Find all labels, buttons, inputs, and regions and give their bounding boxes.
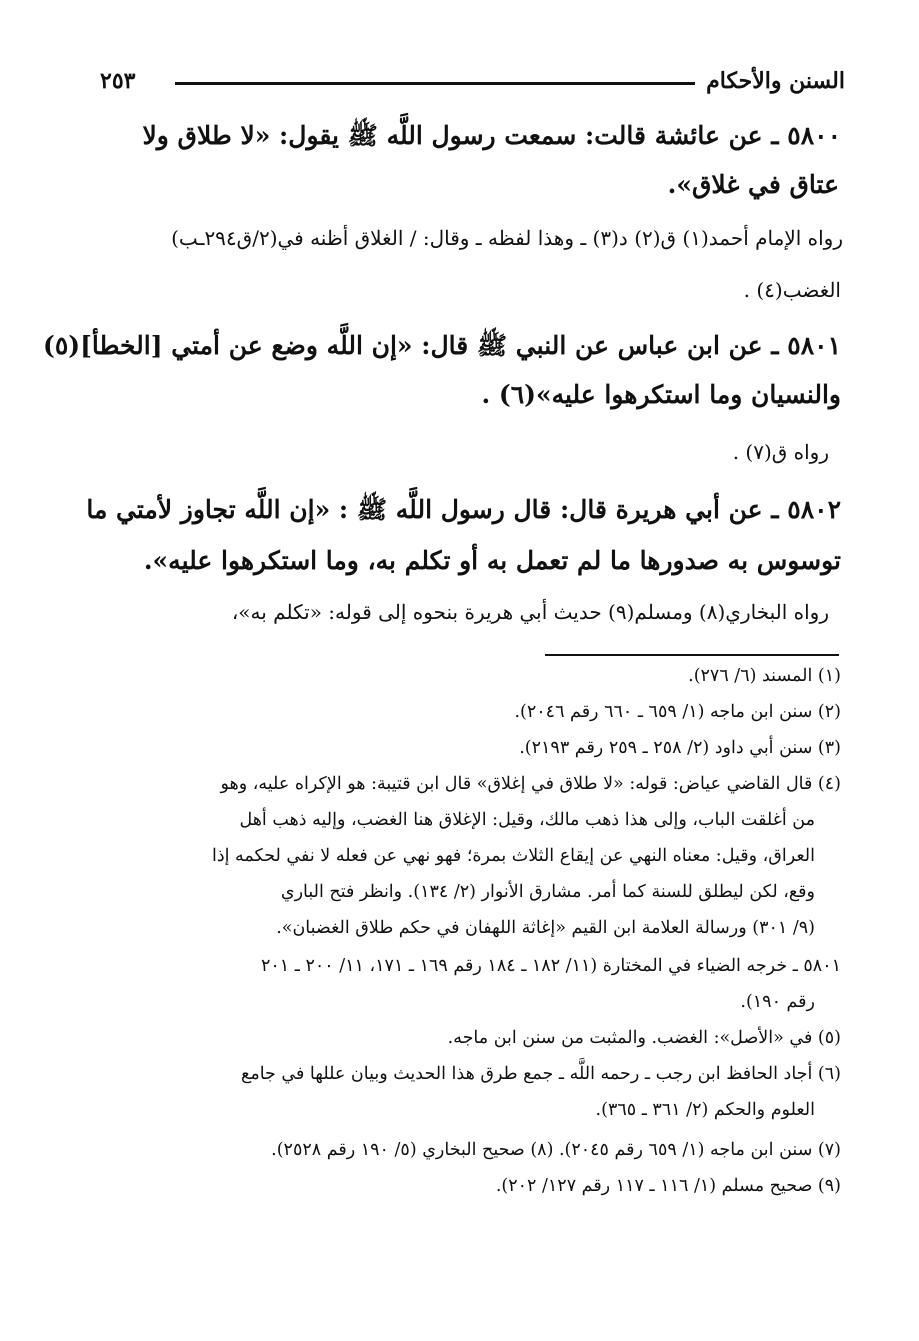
footnote-line: (٢) سنن ابن ماجه (١/ ٦٥٩ ـ ٦٦٠ رقم ٢٠٤٦). <box>514 702 841 722</box>
hadith-source-line: رواه الإمام أحمد(١) ق(٢) د(٣) ـ وهذا لفظه ـ وقال: / الغلاق أظنه في(٢/ق٢٩٤ـب) <box>171 226 843 250</box>
footnote-line: (٤) قال القاضي عياض: قوله: «لا طلاق في إغلاق» قال ابن قتيبة: هو الإكراه عليه، وهو <box>220 774 841 794</box>
hadith-source-line: رواه ق(٧) . <box>732 440 829 464</box>
hadith-text-line: ٥٨٠٢ ـ عن أبي هريرة قال: قال رسول اللَّه ﷺ : «إن اللَّه تجاوز لأمتي ما <box>86 495 841 524</box>
footnote-line: (٩/ ٣٠١) ورسالة العلامة ابن القيم «إغاثة اللهفان في حكم طلاق الغضبان». <box>276 918 815 938</box>
header-rule <box>175 82 695 85</box>
footnote-line: ٥٨٠١ ـ خرجه الضياء في المختارة (١١/ ١٨٢ ـ ١٨٤ رقم ١٦٩ ـ ١٧١، ١١/ ٢٠٠ ـ ٢٠١ <box>260 956 841 976</box>
page-number: ٢٥٣ <box>100 68 136 94</box>
footnote-line: (٩) صحيح مسلم (١/ ١١٦ ـ ١١٧ رقم ١٢٧/ ٢٠٢). <box>495 1176 841 1196</box>
footnote-line: من أغلقت الباب، وإلى هذا ذهب مالك، وقيل: الإغلاق هنا الغضب، وإليه ذهب أهل <box>239 810 815 830</box>
page-header <box>100 68 845 102</box>
footnote-line: (٥) في «الأصل»: الغضب. والمثبت من سنن ابن ماجه. <box>447 1028 841 1048</box>
footnote-line: (٣) سنن أبي داود (٢/ ٢٥٨ ـ ٢٥٩ رقم ٢١٩٣). <box>519 738 841 758</box>
footnote-line: العلوم والحكم (٢/ ٣٦١ ـ ٣٦٥). <box>595 1100 815 1120</box>
footnote-line: رقم ١٩٠). <box>740 992 815 1012</box>
footnote-line: (٦) أجاد الحافظ ابن رجب ـ رحمه اللَّه ـ جمع طرق هذا الحديث وبيان عللها في جامع <box>241 1064 841 1084</box>
hadith-source-line: الغضب(٤) . <box>743 278 841 302</box>
footnote-separator <box>545 654 839 656</box>
running-title: السنن والأحكام <box>706 68 845 94</box>
hadith-text-line: ٥٨٠١ ـ عن ابن عباس عن النبي ﷺ قال: «إن اللَّه وضع عن أمتي [الخطأ](٥) <box>42 331 841 360</box>
footnote-line: العراق، وقيل: معناه النهي عن إيقاع الثلاث بمرة؛ فهو نهي عن فعله لا نفي لحكمه إذا <box>211 846 815 866</box>
hadith-text-line: ٥٨٠٠ ـ عن عائشة قالت: سمعت رسول اللَّه ﷺ يقول: «لا طلاق ولا <box>142 121 841 150</box>
hadith-text-line: توسوس به صدورها ما لم تعمل به أو تكلم به، وما استكرهوا عليه». <box>143 546 841 575</box>
hadith-text-line: عتاق في غلاق». <box>667 170 839 199</box>
footnote-line: (٧) سنن ابن ماجه (١/ ٦٥٩ رقم ٢٠٤٥). (٨) صحيح البخاري (٥/ ١٩٠ رقم ٢٥٢٨). <box>271 1140 841 1160</box>
footnote-line: وقع، لكن ليطلق للسنة كما أمر. مشارق الأنوار (٢/ ١٣٤). وانظر فتح الباري <box>280 882 815 902</box>
footnote-line: (١) المسند (٦/ ٢٧٦). <box>688 666 841 686</box>
hadith-source-line: رواه البخاري(٨) ومسلم(٩) حديث أبي هريرة بنحوه إلى قوله: «تكلم به»، <box>231 600 829 624</box>
hadith-text-line: والنسيان وما استكرهوا عليه»(٦) . <box>481 380 841 409</box>
